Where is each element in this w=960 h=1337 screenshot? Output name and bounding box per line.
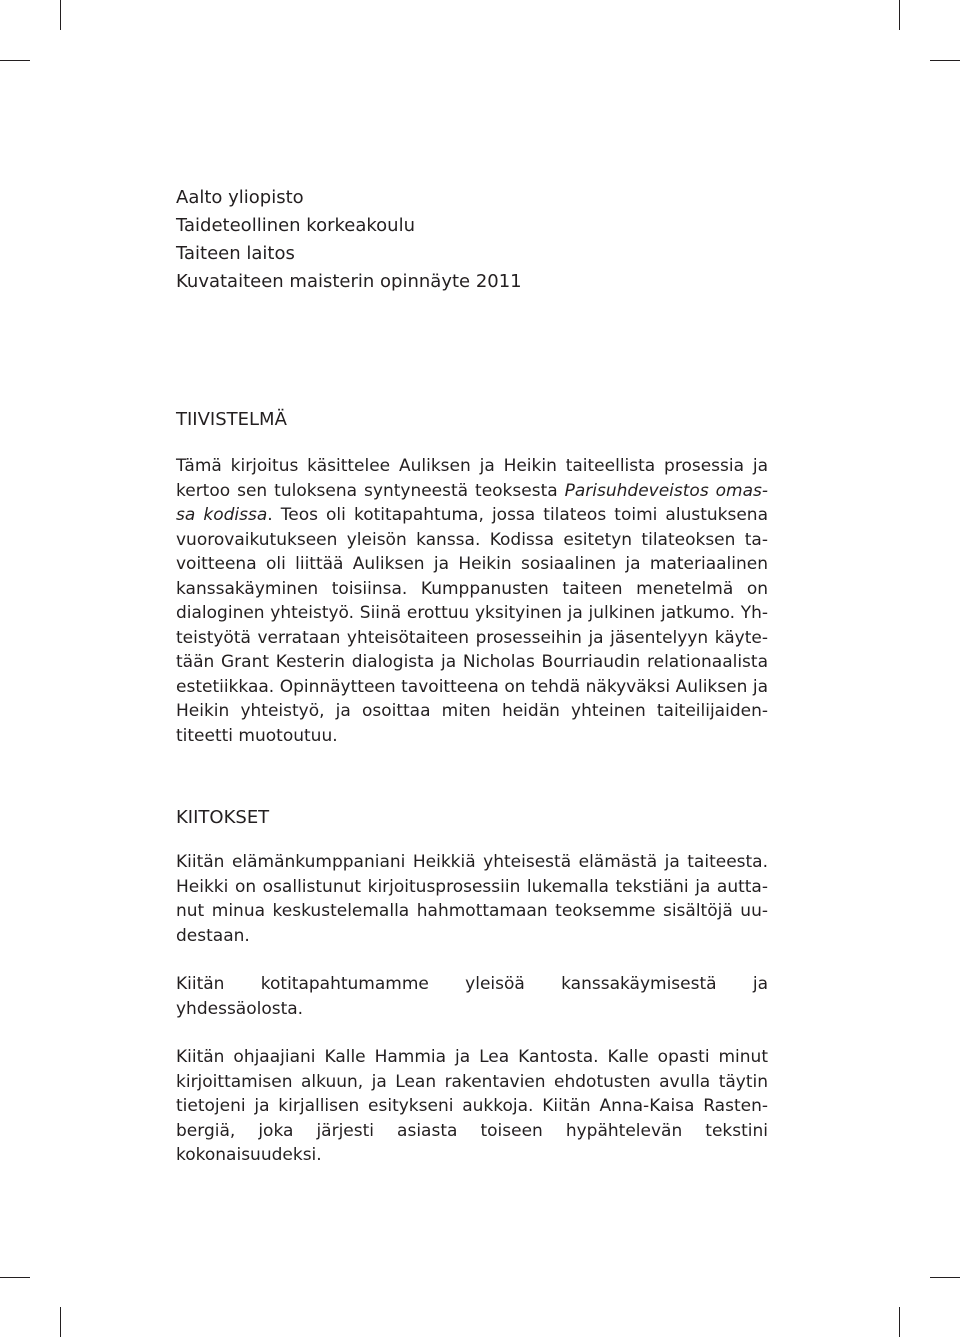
acknowledgement-paragraph-supervisors: Kiitän ohjaajiani Kalle Hammia ja Lea Kantosta. Kalle opasti minut kirjoittamisen alkuun, ja Lean rakentavien ehdotusten avulla täytin tietojeni ja kirjallisen esitykseni aukkoja. Kiitän Anna-Kaisa Rastenbergiä, joka järjesti asiasta toiseen hypähtelevän tekstini kokonaisuudeksi. <box>176 1047 768 1165</box>
institution-header <box>176 184 768 296</box>
abstract-paragraph <box>176 454 768 748</box>
abstract-work-title: Parisuhdeveistos omassa kodissa <box>176 480 768 525</box>
acknowledgement-paragraph-audience: Kiitän kotitapahtumamme yleisöä kanssakäymisestä ja yhdessäolosta. <box>176 974 768 1019</box>
abstract-section <box>176 406 768 748</box>
crop-mark-bottom-left-h <box>0 1277 30 1278</box>
abstract-text-after: . Teos oli kotitapahtuma, jossa tilateos toimi alustuksena vuorovaikutukseen yleisön kanssa. Kodissa esitetyn tilateoksen tavoitteena oli liittää Auliksen ja Heikin sosiaalinen ja materiaalinen kanssakäyminen toisiinsa. Kumppanusten taiteen menetelmä on dialoginen yhteistyö. Siinä erottuu yksityinen ja julkinen jatkumo. Yhteistyötä verrataan yhteisötaiteen prosesseihin ja jäsentelyyn käytetään Grant Kesterin dialogista ja Nicholas Bourriaudin relationaalista estetiikkaa. Opinnäytteen tavoitteena on tehdä näkyväksi Auliksen ja Heikin yhteistyö, ja osoittaa miten heidän yhteinen taiteilijaidentiteetti muotoutuu. <box>176 505 768 746</box>
header-line-department: Taiteen laitos <box>176 243 295 264</box>
crop-mark-bottom-left <box>60 1307 61 1337</box>
header-line-school: Taideteollinen korkeakoulu <box>176 215 416 236</box>
crop-mark-bottom-right <box>899 1307 900 1337</box>
crop-mark-top-left <box>60 0 61 30</box>
crop-mark-bottom-right-h <box>930 1277 960 1278</box>
acknowledgements-section <box>176 804 768 1168</box>
crop-mark-top-right-h <box>930 60 960 61</box>
acknowledgement-paragraph-partner: Kiitän elämänkumppaniani Heikkiä yhteisestä elämästä ja taiteesta. Heikki on osallistunut kirjoitusprosessiin lukemalla tekstiäni ja auttanut minua keskustelemalla hahmottamaan teoksemme sisältöjä uudestaan. <box>176 852 768 946</box>
abstract-title: TIIVISTELMÄ <box>176 409 287 430</box>
crop-mark-top-right <box>899 0 900 30</box>
header-line-thesis: Kuvataiteen maisterin opinnäyte 2011 <box>176 271 522 292</box>
abstract-text-before: Tämä kirjoitus käsittelee Auliksen ja Heikin taiteellista prosessia ja kertoo sen tuloksena syntyneestä teoksesta <box>176 456 768 501</box>
document-page <box>176 184 768 1168</box>
acknowledgements-title: KIITOKSET <box>176 807 270 828</box>
crop-mark-top-left-h <box>0 60 30 61</box>
header-line-university: Aalto yliopisto <box>176 187 304 208</box>
